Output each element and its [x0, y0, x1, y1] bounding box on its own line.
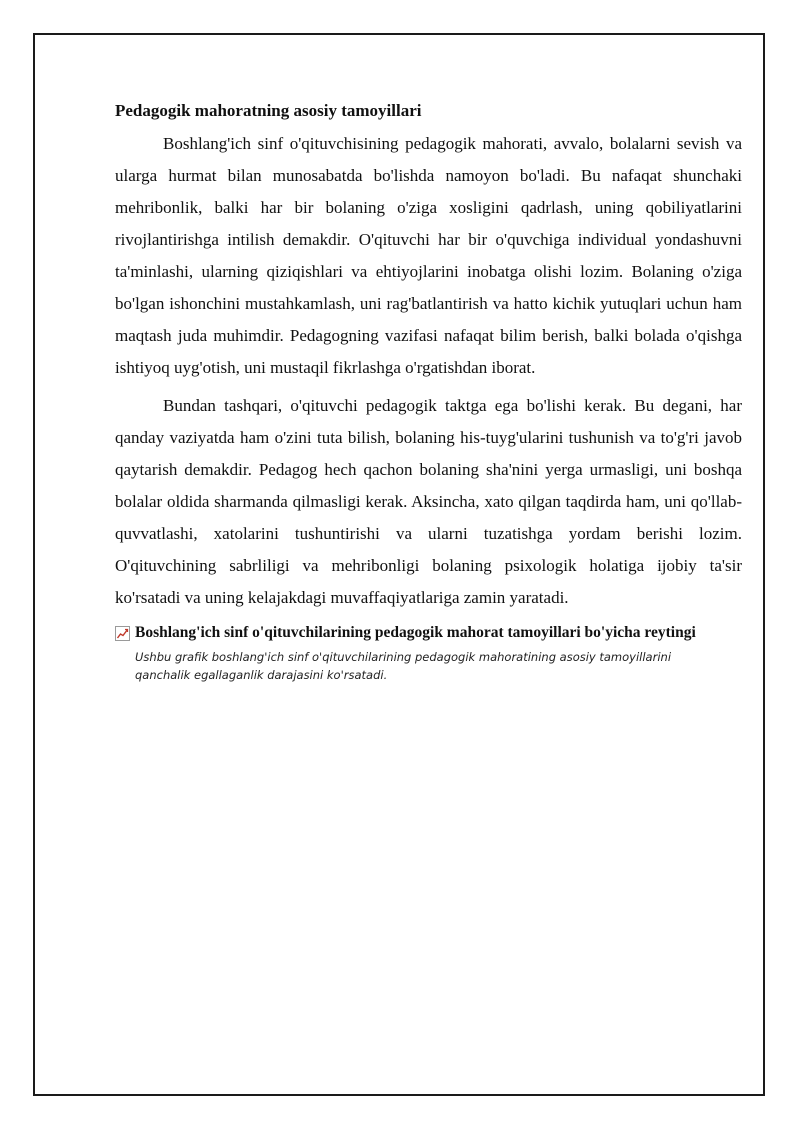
- paragraph-1: Boshlang'ich sinf o'qituvchisining pedagogik mahorati, avvalo, bolalarni sevish va ularga hurmat bilan munosabatda bo'lishda namoyon bo'ladi. Bu nafaqat shunchaki mehribonlik, balki har bir bolaning o'ziga xosligini qadrlash, uning qobiliyatlarini rivojlantirishga intilish demakdir. O'qituvchi har bir o'quvchiga individual yondashuvni ta'minlashi, ularning qiziqishlari va ehtiyojlarini inobatga olishi lozim. Bolaning o'ziga bo'lgan ishonchini mustahkamlash, uni rag'batlantirish va hatto kichik yutuqlari uchun ham maqtash juda muhimdir. Pedagogning vazifasi nafaqat bilim berish, balki bolada o'qishga ishtiyoq uyg'otish, uni mustaqil fikrlashga o'rgatishdan iborat.: [115, 134, 742, 377]
- section-heading: Pedagogik mahoratning asosiy tamoyillari: [115, 101, 422, 120]
- chart-increasing-icon: [115, 626, 130, 641]
- figure-title: Boshlang'ich sinf o'qituvchilarining pedagogik mahorat tamoyillari bo'yicha reytingi: [135, 624, 696, 641]
- document-body: [115, 98, 742, 684]
- paragraph-2: Bundan tashqari, o'qituvchi pedagogik taktga ega bo'lishi kerak. Bu degani, har qanday vaziyatda ham o'zini tuta bilish, bolaning his-tuyg'ularini tushunish va to'g'ri javob qaytarish demakdir. Pedagog hech qachon bolaning sha'nini yerga urmasligi, uni boshqa bolalar oldida sharmanda qilmasligi kerak. Aksincha, xato qilgan taqdirda ham, uni qo'llab-quvvatlashi, xatolarini tushuntirishi va ularni tuzatishga yordam berishi lozim. O'qituvchining sabrliligi va mehribonligi bolaning psixologik holatiga ijobiy ta'sir ko'rsatadi va uning kelajakdagi muvaffaqiyatlariga zamin yaratadi.: [115, 396, 742, 607]
- figure-description: Ushbu grafik boshlang'ich sinf o'qituvchilarining pedagogik mahoratining asosiy tamoyillarini qanchalik egallaganlik darajasini ko'rsatadi.: [135, 650, 672, 682]
- figure-caption: [115, 622, 742, 644]
